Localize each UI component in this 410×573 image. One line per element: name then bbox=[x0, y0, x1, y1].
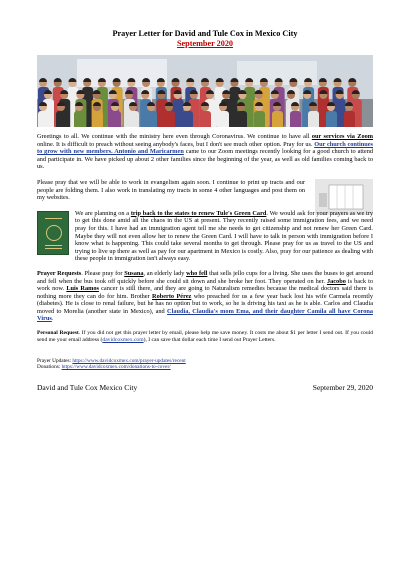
signature-name: David and Tule Cox Mexico City bbox=[37, 383, 138, 393]
name-susana: Susana bbox=[124, 269, 144, 277]
corona-virus-highlight: Claudia, Claudia's mom Ema, and their daughter Camila all have Corona Virus bbox=[37, 307, 373, 323]
church-group-photo bbox=[37, 55, 373, 127]
green-card-section bbox=[37, 210, 373, 263]
donations-link[interactable]: https://www.davidcoxmex.com/donations-to-cover/ bbox=[61, 364, 171, 371]
personal-request-label: Personal Request bbox=[37, 330, 79, 337]
prayer-requests-paragraph: Prayer Requests. Please pray for Susana, an elderly lady who fell that sells jello cups for a living. She uses the buses to get around and fell when the bus took off quickly before she could sit down and she broke her foot. They operated on her. Jacobo is back to work now. Luis Ramos cancer is still there, and they are going to Naturalism remedies because the medical doctors said there is nothing more they can do for him. Brother Roberto Pérez who preached for us a few year back lost his wife Carmela recently (diabetes). He is close to renal failure, but he has no option but to work, so he is driving his taxi as he is able. Carlos and Claudia moved to Morelia (another state in Mexico), and Claudia, Claudia's mom Ema, and their daughter Camila all have Corona Virus. bbox=[37, 269, 373, 323]
green-card-trip-highlight: trip back to the states to renew Tule's Green Card bbox=[130, 209, 267, 217]
letter-title: Prayer Letter for David and Tule Cox in Mexico City bbox=[112, 29, 298, 38]
group-photo-illustration bbox=[37, 55, 373, 127]
zoom-services-highlight: our services via Zoom bbox=[311, 133, 373, 140]
evangelism-paragraph: Please pray that we will be able to work in evangelism again soon. I continue to print up tracts and our people are folding them. I also work in translating my tracts in some 4 other languages and post them on my websites. bbox=[37, 178, 305, 202]
prayer-updates-link[interactable]: https://www.davidcoxmex.com/prayer-updates/recent bbox=[72, 357, 186, 364]
passport-icon bbox=[37, 211, 69, 255]
letter-date-heading: September 2020 bbox=[176, 39, 234, 48]
footer-links bbox=[37, 358, 373, 372]
email-link[interactable]: davidcoxmex.com bbox=[102, 336, 144, 343]
evangelism-section bbox=[37, 179, 373, 202]
personal-request-paragraph: Personal Request. If you did not get this prayer letter by email, please help me save money. It costs me about $1 per letter I send out. If you could send me your email address (davidcoxmex.com), I can save that dollar each time I send out Prayer Letters. bbox=[37, 330, 374, 343]
green-card-paragraph: We are planning on a trip back to the states to renew Tule's Green Card. We would ask for your prayers as we try to get this done amid all the chaos in the US at present. They recently raised some immigration fees, and we need pray for this. I have had an immigration agent tell me she needs to get citizenship and not renew her Green Card. Maybe they will not even allow her to renew the Green Card. I will have to talk in person with immigration before I know what is happening. This could take several months to get through. Please pray for us as travel to the US and trying to live up there as well as pay for our apartment in Mexico is costly. Also, pray for our patience as dealing with these people in immigration isn't always easy. bbox=[75, 209, 373, 263]
donations-line: Donations: https://www.davidcoxmex.com/donations-to-cover/ bbox=[37, 364, 171, 371]
name-luis-ramos: Luis Ramos bbox=[66, 285, 99, 293]
prayer-updates-line: Prayer Updates: https://www.davidcoxmex.com/prayer-updates/recent bbox=[37, 357, 186, 364]
signature-line bbox=[37, 383, 373, 392]
prayer-requests-label: Prayer Requests bbox=[37, 269, 82, 277]
ministry-update-paragraph: Greetings to all. We continue with the ministry here even through Coronavirus. We continue to have all our services via Zoom online. It is difficult to preach without seeing anybody's faces, but I don't see much other option. Pray for us. Our church continues to grow with new members. Antonio and Maricarmen came to our Zoom meetings recently looking for a good church to attend and participate in. We have picked up about 2 other families since the beginning of the year, as well as old families coming back to us. bbox=[37, 133, 373, 171]
signature-date: September 29, 2020 bbox=[312, 383, 373, 393]
new-members-highlight: Our church continues to grow with new members. Antonio and Maricarmen bbox=[37, 140, 373, 156]
name-jacobo: Jacobo bbox=[326, 277, 346, 285]
name-roberto-perez: Roberto Pérez bbox=[152, 292, 192, 300]
